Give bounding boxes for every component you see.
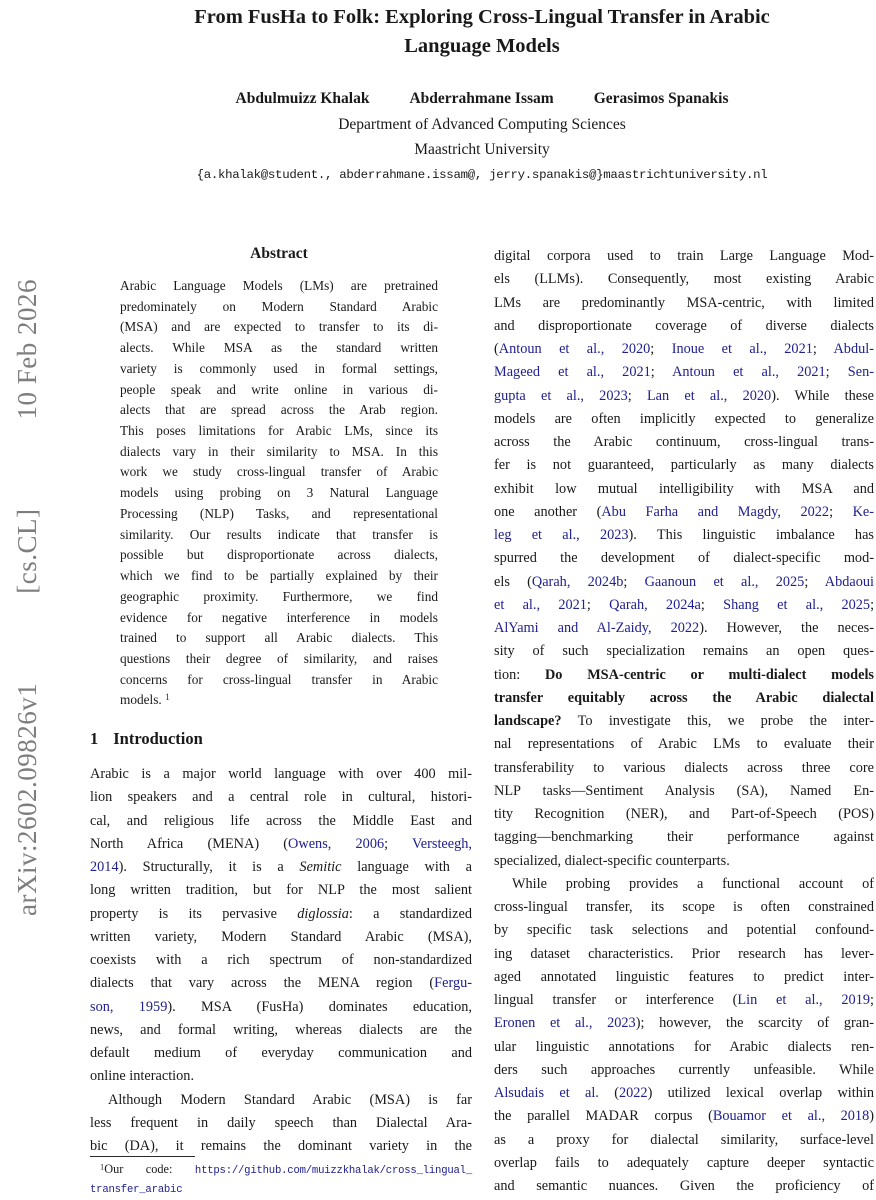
text-line <box>494 803 874 826</box>
text-line <box>120 421 438 442</box>
footnote-url-link[interactable]: transfer_arabic <box>90 1183 183 1196</box>
text-line <box>494 617 874 640</box>
text-segment: landscape? <box>494 713 562 729</box>
text-line <box>494 361 874 384</box>
text-segment: as a proxy for dialectal similarity, surface-level <box>494 1131 874 1148</box>
author-name: Abdulmuizz Khalak <box>235 90 370 107</box>
text-segment: tion: <box>494 666 545 683</box>
citation-link[interactable]: et al., 2021 <box>494 596 587 613</box>
abstract-section <box>90 244 472 711</box>
text-line <box>120 317 438 338</box>
text-line <box>494 245 874 268</box>
citation-link[interactable]: Abu Farha and Magdy, 2022 <box>601 503 830 520</box>
text-line <box>90 1089 472 1112</box>
citation-link[interactable]: AlYami and Al-Zaidy, 2022 <box>494 620 700 636</box>
author-name: Gerasimos Spanakis <box>593 90 729 107</box>
text-line <box>90 810 472 833</box>
text-line <box>120 400 438 421</box>
text-line <box>90 763 472 786</box>
text-segment: the parallel MADAR corpus ( <box>494 1108 713 1125</box>
text-segment: ; <box>384 835 413 852</box>
text-segment: ). While these <box>771 387 874 404</box>
right-column <box>494 245 874 1198</box>
text-line <box>90 949 472 972</box>
text-segment: LMs are predominantly MSA-centric, with limited <box>494 294 874 311</box>
text-line <box>494 268 874 291</box>
text-line <box>120 359 438 380</box>
text-line <box>494 1012 874 1035</box>
text-segment: less frequent in daily speech than Dialectal Ara- <box>90 1114 472 1131</box>
affiliation-department: Department of Advanced Computing Sciences <box>338 116 626 133</box>
text-line <box>494 850 874 873</box>
citation-link[interactable]: Owens, 2006 <box>288 835 385 852</box>
text-segment: While probing provides a functional account of <box>512 875 874 892</box>
text-segment: Although Modern Standard Arabic (MSA) is far <box>108 1091 472 1108</box>
text-line <box>120 587 438 608</box>
arxiv-category: [cs.CL] <box>12 508 42 594</box>
text-segment: geographic proximity. Furthermore, we find <box>120 588 438 604</box>
text-segment: NLP tasks—Sentiment Analysis (SA), Named En- <box>494 782 874 799</box>
text-line <box>120 545 438 566</box>
text-line <box>120 504 438 525</box>
text-segment: This poses limitations for Arabic LMs, since its <box>120 423 438 439</box>
text-segment: ). However, the neces- <box>699 620 874 636</box>
text-line <box>494 547 874 570</box>
text-segment: work we study cross-lingual transfer of Arabic <box>120 464 438 480</box>
text-line <box>494 454 874 477</box>
footnote-rule <box>90 1156 195 1157</box>
paper-title-line2: Language Models <box>404 35 560 57</box>
text-line <box>120 649 438 670</box>
text-line <box>494 943 874 966</box>
author-name: Abderrahmane Issam <box>409 90 554 107</box>
footnote-text <box>90 1161 472 1198</box>
text-segment: sity of such specialization remains an open ques- <box>494 643 874 660</box>
text-segment: ; <box>700 596 724 613</box>
citation-link[interactable]: Lan et al., 2020 <box>646 387 772 404</box>
footnote-url-link[interactable]: https://github.com/muizzkhalak/cross_lingual_ <box>194 1165 472 1177</box>
text-segment: Semitic <box>299 859 342 876</box>
text-line <box>90 1112 472 1135</box>
text-line <box>90 786 472 809</box>
text-line <box>120 276 438 297</box>
text-line <box>494 1036 874 1059</box>
text-line <box>90 856 472 879</box>
text-line <box>90 879 472 902</box>
text-line <box>494 780 874 803</box>
text-segment: similarity. Our results indicate that transfer is <box>120 526 438 542</box>
citation-link[interactable]: Versteegh, <box>412 835 472 852</box>
text-line <box>120 670 438 691</box>
text-segment: fer is not guaranteed, particularly as many dialects <box>494 457 874 474</box>
text-segment: bic (DA), it remains the dominant variety in the <box>90 1138 472 1155</box>
text-segment: ; <box>870 992 874 1008</box>
text-line <box>120 690 438 711</box>
text-segment: transfer equitably across the Arabic dialectal <box>494 689 874 706</box>
section-number: 1 <box>90 729 99 749</box>
text-segment: ) utilized lexical overlap within <box>647 1085 874 1101</box>
text-line <box>494 431 874 454</box>
text-segment: written variety, Modern Standard Arabic (MSA), <box>90 928 472 945</box>
citation-link[interactable]: Sen- <box>847 364 874 381</box>
text-line <box>494 1082 874 1105</box>
text-segment: ). Structurally, it is a <box>118 859 300 876</box>
text-line <box>494 1059 874 1082</box>
text-segment: ( <box>598 1085 619 1101</box>
citation-link[interactable]: 1 <box>165 692 170 703</box>
text-segment: : a standardized <box>348 905 472 922</box>
citation-link[interactable]: Alsudais et al. <box>494 1085 599 1101</box>
text-segment: spurred the development of dialect-specific mod- <box>494 550 874 567</box>
arxiv-id: arXiv:2602.09826v1 <box>12 682 42 916</box>
text-segment: people speak and write online in various di- <box>120 381 438 397</box>
text-segment: exhibit low mutual intelligibility with MSA and <box>494 480 874 497</box>
citation-link[interactable]: Bouamor et al., 2018 <box>712 1108 870 1125</box>
text-line <box>494 687 874 710</box>
text-segment: trained to support all Arabic dialects. This <box>120 630 438 646</box>
text-line <box>90 1019 472 1042</box>
text-line <box>494 292 874 315</box>
text-line <box>494 826 874 849</box>
text-segment: overlap fails to adequately capture deeper syntactic <box>494 1154 874 1171</box>
text-segment: ); however, the scarcity of gran- <box>635 1015 874 1032</box>
text-line <box>494 1175 874 1198</box>
text-segment: tagging—benchmarking their performance against <box>494 829 874 846</box>
text-segment: aged annotated linguistic features to predict inter- <box>494 968 874 985</box>
left-column <box>90 244 472 1158</box>
text-line <box>494 873 874 896</box>
intro-paragraph-1-continued <box>494 245 874 873</box>
citation-link[interactable]: Antoun et al., 2021 <box>672 364 826 381</box>
text-segment: cross-lingual transfer, its scope is often constrained <box>494 899 874 915</box>
text-segment: transferability to various dialects across three core <box>494 759 874 776</box>
paper-header <box>88 0 876 183</box>
text-line <box>120 525 438 546</box>
text-line <box>90 1161 472 1180</box>
intro-paragraph-1 <box>90 763 472 1089</box>
text-line <box>494 501 874 524</box>
text-segment: ; <box>586 596 610 613</box>
text-line <box>90 903 472 926</box>
text-segment: specialized, dialect-specific counterparts. <box>494 852 730 869</box>
text-line <box>494 571 874 594</box>
intro-paragraph-2 <box>90 1089 472 1159</box>
text-line <box>494 408 874 431</box>
abstract-body <box>120 276 438 711</box>
text-segment: ; <box>804 573 825 590</box>
text-line <box>120 566 438 587</box>
citation-link[interactable]: Mageed et al., 2021 <box>494 364 651 381</box>
text-segment: alects. While MSA as the standard written <box>120 340 438 356</box>
text-segment: Our code: <box>104 1162 195 1176</box>
section-heading-introduction <box>90 728 472 750</box>
text-segment: possible but disproportionate across dialects, <box>120 547 438 563</box>
text-line <box>90 972 472 995</box>
text-segment: diglossia <box>297 905 349 922</box>
text-line <box>494 338 874 361</box>
text-line <box>120 442 438 463</box>
text-segment: language with a <box>341 859 472 876</box>
text-line <box>90 1065 472 1088</box>
text-segment: variety is commonly used in formal settings, <box>120 360 438 376</box>
text-line <box>120 462 438 483</box>
text-segment: ). MSA (FusHa) dominates education, <box>167 998 472 1015</box>
citation-link[interactable]: Ke- <box>852 503 875 520</box>
author-emails: {a.khalak@student., abderrahmane.issam@, jerry.spanakis@}maastrichtuniversity.nl <box>196 168 768 182</box>
text-line <box>494 385 874 408</box>
text-segment: Arabic is a major world language with over 400 mil- <box>90 766 472 783</box>
arxiv-date: 10 Feb 2026 <box>12 279 42 420</box>
text-segment: and disproportionate coverage of diverse dialects <box>494 317 874 334</box>
citation-link[interactable]: son, 1959 <box>90 998 168 1015</box>
citation-link[interactable]: Lin et al., 2019 <box>737 992 870 1008</box>
text-segment: which we find to be partially explained by their <box>120 568 438 584</box>
text-line <box>494 594 874 617</box>
text-segment: by specific task selections and potential confound- <box>494 922 874 939</box>
citation-link[interactable]: Gaanoun et al., 2025 <box>644 573 805 590</box>
author-list <box>88 88 876 109</box>
abstract-heading: Abstract <box>250 245 308 262</box>
text-segment: ( <box>494 341 499 357</box>
text-segment: news, and formal writing, whereas dialects are the <box>90 1021 472 1038</box>
text-segment: nal representations of Arabic LMs to evaluate their <box>494 736 874 753</box>
text-line <box>494 966 874 989</box>
text-segment: models. <box>120 692 166 708</box>
text-line <box>120 338 438 359</box>
citation-link[interactable]: gupta et al., 2023 <box>494 387 628 404</box>
citation-link[interactable]: Shang et al., 2025 <box>723 596 871 613</box>
text-segment: tity Recognition (NER), and Part-of-Speech (POS) <box>494 806 874 822</box>
citation-link[interactable]: Antoun et al., 2020 <box>498 341 651 357</box>
citation-link[interactable]: Fergu- <box>434 975 472 992</box>
text-line <box>494 315 874 338</box>
citation-link[interactable]: 2014 <box>90 859 119 876</box>
text-segment: digital corpora used to train Large Language Mod- <box>494 248 874 264</box>
text-segment: questions their degree of similarity, and raises <box>120 650 438 666</box>
text-segment: models using probing on 3 Natural Language <box>120 485 438 501</box>
text-segment: across the Arabic continuum, cross-lingual trans- <box>494 434 874 450</box>
footnote-marker: 1 <box>100 1162 105 1172</box>
text-segment: cal, and religious life across the Middle East and <box>90 812 472 829</box>
text-line <box>90 926 472 949</box>
text-segment: models are often implicitly expected to generalize <box>494 410 874 427</box>
text-segment: dialects vary in their similarity to MSA. In this <box>120 443 438 459</box>
text-segment: ; <box>650 341 672 357</box>
text-segment: Processing (NLP) Tasks, and representational <box>120 505 438 521</box>
text-line <box>120 483 438 504</box>
text-segment: lion speakers and a central role in cultural, histori- <box>90 789 472 806</box>
text-segment: ; <box>623 573 645 590</box>
text-line <box>494 989 874 1012</box>
text-line <box>120 608 438 629</box>
text-segment: Do MSA-centric or multi-dialect models <box>544 666 874 683</box>
text-line <box>120 380 438 401</box>
text-line <box>494 919 874 942</box>
text-segment: ders such approaches currently unfeasible. While <box>494 1061 874 1078</box>
citation-link[interactable]: Eronen et al., 2023 <box>494 1015 636 1032</box>
text-line <box>120 297 438 318</box>
text-line <box>90 1042 472 1065</box>
text-segment: one another ( <box>494 503 602 520</box>
text-line <box>90 833 472 856</box>
affiliation-university: Maastricht University <box>414 141 550 158</box>
text-segment: dialects that vary across the MENA region ( <box>90 975 435 992</box>
text-segment: ; <box>829 503 853 520</box>
text-segment: coexists with a rich spectrum of non-standardized <box>90 952 472 969</box>
text-line <box>90 996 472 1019</box>
text-line <box>494 478 874 501</box>
text-segment: long written tradition, but for NLP the most salient <box>90 882 472 899</box>
text-line <box>494 1129 874 1152</box>
text-segment: lingual transfer or interference ( <box>494 992 738 1008</box>
text-segment: Arabic Language Models (LMs) are pretrained <box>120 278 438 293</box>
text-segment: ; <box>870 596 875 613</box>
text-segment: ). This linguistic imbalance has <box>628 527 874 543</box>
text-segment: default medium of everyday communication and <box>90 1045 472 1062</box>
citation-link[interactable]: 2022 <box>618 1085 648 1101</box>
text-line <box>494 733 874 756</box>
text-line <box>494 757 874 780</box>
text-segment: alects that are spread across the Arab region. <box>120 402 438 418</box>
text-line <box>494 1105 874 1128</box>
text-segment: property is its pervasive <box>90 905 298 922</box>
text-segment: els ( <box>494 573 532 590</box>
arxiv-watermark <box>12 279 43 916</box>
citation-link[interactable]: Qarah, 2024b <box>531 573 624 590</box>
intro-paragraph-3 <box>494 873 874 1199</box>
text-line <box>494 664 874 687</box>
text-segment: online interaction. <box>90 1068 195 1085</box>
text-segment: els (LLMs). Consequently, most existing Arabic <box>494 271 874 288</box>
citation-link[interactable]: Qarah, 2024a <box>609 596 701 613</box>
text-line <box>494 896 874 919</box>
citation-link[interactable]: Abdul- <box>833 341 874 357</box>
paper-title <box>88 3 876 61</box>
text-segment: ) <box>869 1108 874 1125</box>
text-line <box>494 1152 874 1175</box>
footnote-area <box>90 1156 472 1198</box>
text-segment: concerns for cross-lingual transfer in Arabic <box>120 671 438 687</box>
text-segment: North Africa (MENA) ( <box>90 835 289 852</box>
text-line <box>494 710 874 733</box>
citation-link[interactable]: Inoue et al., 2021 <box>671 341 813 357</box>
text-segment: ular linguistic annotations for Arabic dialects ren- <box>494 1038 874 1055</box>
text-segment: evidence for negative interference in models <box>120 609 438 625</box>
text-segment: ing dataset characteristics. Prior research has lever- <box>494 945 874 962</box>
citation-link[interactable]: leg et al., 2023 <box>494 527 629 543</box>
citation-link[interactable]: Abdaoui <box>824 573 874 590</box>
text-line <box>494 524 874 547</box>
text-segment: and semantic nuances. Given the proficiency of <box>494 1178 874 1194</box>
text-line <box>120 628 438 649</box>
text-segment: predominately on Modern Standard Arabic <box>120 298 438 314</box>
paper-title-line1: From FusHa to Folk: Exploring Cross-Lingual Transfer in Arabic <box>194 6 770 28</box>
text-segment: To investigate this, we probe the inter- <box>561 713 874 729</box>
text-segment: ; <box>650 364 673 381</box>
text-segment: ; <box>627 387 647 404</box>
section-title: Introduction <box>113 729 203 749</box>
text-line <box>90 1135 472 1158</box>
text-line <box>90 1180 472 1199</box>
text-segment: (MSA) and are expected to transfer to its di- <box>120 319 438 335</box>
text-line <box>494 640 874 663</box>
text-segment: ; <box>825 364 848 381</box>
text-segment: ; <box>812 341 834 357</box>
